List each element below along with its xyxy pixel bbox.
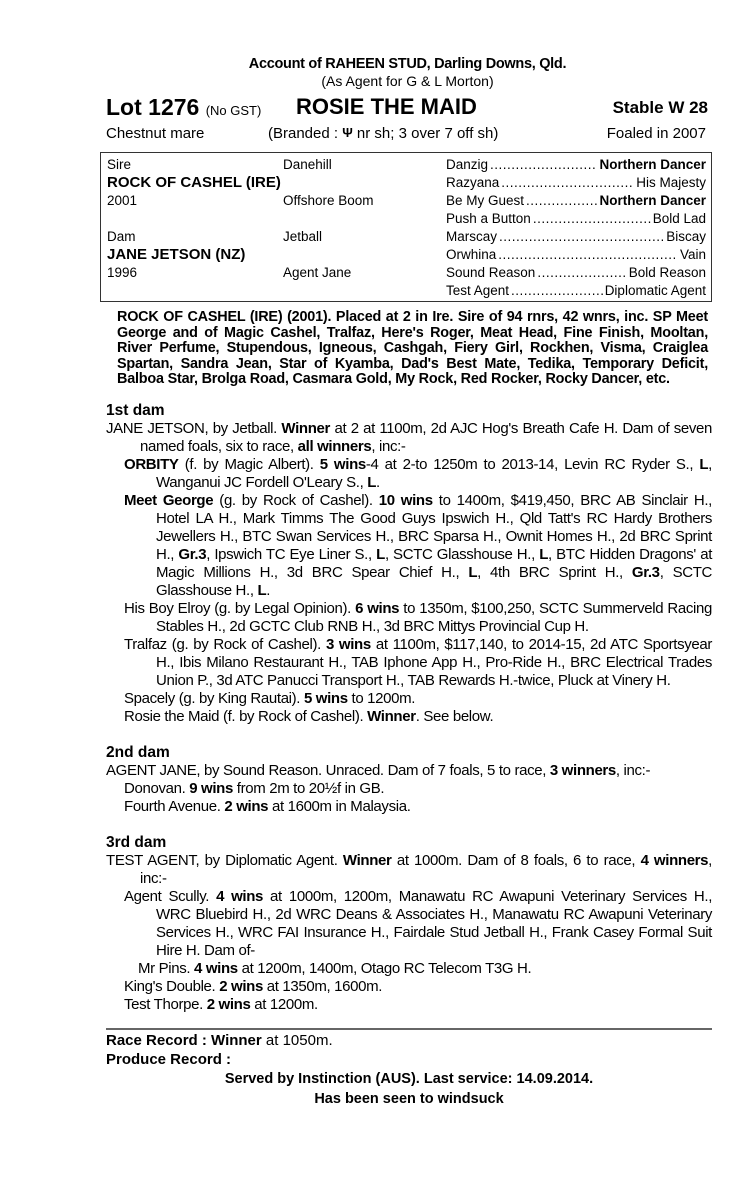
grandparent-name: Push a Button	[446, 211, 531, 226]
text: to 1400m, $419,450, BRC AB Sinclair H., Hotel LA H., Mark Timms The Good Guys Ipswich H., Qld Tatt's RC Hardy Brothers Jewellers H., BTC Swan Services H., BRC Sparsa H., Ownit Homes H., 2d BRC Sprint H.,	[156, 491, 712, 563]
second-dam-section	[106, 744, 712, 816]
text: at 1000m, 1200m, Manawatu RC Awapuni Veterinary Services H., WRC Bluebird H., 2d WRC Deans & Associates H., Manawatu RC Awapuni Veterinary Services H., WRC FAI Insurance H., Fairdale Stud Jetball H., Frank Casey Formal Suit Hire H. Dam of-	[156, 887, 713, 959]
text: Fourth Avenue.	[124, 797, 225, 815]
pedigree-entry	[106, 960, 712, 978]
bold-text: 10 wins	[378, 491, 433, 509]
text: King's Double.	[124, 977, 220, 995]
pedigree-entry	[106, 420, 712, 456]
text: at 1200m, 1400m, Otago RC Telecom T3G H.	[237, 959, 532, 977]
horse-description: Chestnut mare	[106, 125, 205, 142]
bold-text: ORBITY	[124, 455, 179, 473]
pedigree-entry	[106, 852, 712, 888]
section-title: 2nd dam	[106, 743, 170, 761]
dam-name: JANE JETSON (NZ)	[107, 246, 246, 263]
lot-label: Lot 1276	[106, 94, 200, 120]
bold-text: Winner	[281, 419, 331, 437]
horse-name: ROSIE THE MAID	[296, 94, 477, 119]
brand-icon: Ψ	[342, 125, 353, 140]
text: to 1350m, $100,250, SCTC Summerveld Racing Stables H., 2d GCTC Club RNB H., 3d BRC Mittys Provincial Cup H.	[156, 599, 712, 635]
grandparent-sire: Bold Reason	[628, 265, 706, 280]
text: Donovan.	[124, 779, 190, 797]
vendor-agent: (As Agent for G & L Morton)	[321, 73, 494, 89]
text: His Boy Elroy (g. by Legal Opinion).	[124, 599, 356, 617]
sire-label: Sire	[107, 157, 132, 172]
text: at 1000m. Dam of 8 foals, 6 to race,	[391, 851, 641, 869]
windsuck-note: Has been seen to windsuck	[314, 1090, 504, 1107]
sire-name: ROCK OF CASHEL (IRE)	[107, 174, 281, 191]
dam-sire: Jetball	[283, 229, 323, 244]
dam-label: Dam	[107, 229, 136, 244]
text: JANE JETSON, by Jetball.	[106, 419, 282, 437]
text: Rosie the Maid (f. by Rock of Cashel).	[124, 707, 368, 725]
bold-text: 4 wins	[216, 887, 264, 905]
branded-suffix: nr sh; 3 over 7 off sh)	[352, 125, 499, 142]
text: Mr Pins.	[138, 959, 195, 977]
foaled-year: Foaled in 2007	[606, 125, 706, 142]
produce-record-label: Produce Record :	[106, 1050, 232, 1068]
bold-text: 2 wins	[206, 995, 251, 1013]
grandparent-name: Danzig	[446, 157, 489, 172]
grandparent-sire: Vain	[679, 247, 706, 262]
text: , Wanganui JC Fordell O'Leary S.,	[156, 455, 712, 491]
leader-dots	[526, 192, 597, 210]
grandparent-name: Orwhina	[446, 247, 497, 262]
text: Tralfaz (g. by Rock of Cashel).	[124, 635, 326, 653]
pedigree-entry	[106, 636, 712, 690]
bold-text: Gr.3	[631, 563, 660, 581]
text: at 1350m, 1600m.	[262, 977, 383, 995]
bold-text: Meet George	[124, 491, 214, 509]
bold-text: 2 wins	[224, 797, 269, 815]
grandparent-name: Sound Reason	[446, 265, 536, 280]
pedigree-entry	[106, 780, 712, 798]
pedigree-entry	[106, 600, 712, 636]
text: , inc:-	[140, 851, 712, 887]
text: , SCTC Glasshouse H.,	[156, 563, 712, 599]
pedigree-entry	[106, 888, 712, 960]
grandparent-row	[446, 264, 706, 282]
text: , SCTC Glasshouse H.,	[384, 545, 540, 563]
bold-text: L	[367, 473, 377, 491]
leader-dots	[537, 264, 626, 282]
grandparent-row	[446, 156, 706, 174]
grandparent-row	[446, 246, 706, 264]
dam-year: 1996	[107, 265, 138, 280]
divider	[106, 1028, 712, 1030]
text: (g. by Rock of Cashel).	[213, 491, 379, 509]
leader-dots	[499, 228, 664, 246]
grandparent-sire: Northern Dancer	[599, 157, 706, 172]
grandparent-sire: His Majesty	[636, 175, 706, 190]
text: .	[266, 581, 271, 599]
sire-year: 2001	[107, 193, 138, 208]
text: at 1600m in Malaysia.	[268, 797, 411, 815]
bold-text: Gr.3	[178, 545, 207, 563]
bold-text: Winner	[367, 707, 416, 725]
text: , Ipswich TC Eye Liner S.,	[206, 545, 377, 563]
grandparent-sire: Northern Dancer	[599, 193, 706, 208]
text: to 1200m.	[347, 689, 416, 707]
text: at 1100m, $117,140, to 2014-15, 2d ATC Sportsyear H., Ibis Milano Restaurant H., TAB Iphone App H., Pro-Ride H., BRC Electrical Trades Union P., 3d ATC Panucci Transport H., TAB Rewards H.-twice, Pluck at Vinery H.	[156, 635, 713, 689]
grandparent-row	[446, 210, 706, 228]
pedigree-entry	[106, 996, 712, 1014]
bold-text: 4 winners	[640, 851, 709, 869]
bold-text: 2 wins	[219, 977, 263, 995]
pedigree-entry	[106, 456, 712, 492]
grandparent-sire: Bold Lad	[652, 211, 706, 226]
branded-prefix: (Branded :	[268, 125, 343, 142]
pedigree-entry	[106, 708, 712, 726]
pedigree-entry	[106, 762, 712, 780]
race-record	[106, 1032, 712, 1049]
bold-text: 5 wins	[303, 689, 348, 707]
pedigree-entry	[106, 798, 712, 816]
bold-text: 9 wins	[189, 779, 233, 797]
text: TEST AGENT, by Diplomatic Agent.	[106, 851, 343, 869]
dam-dam: Agent Jane	[283, 265, 352, 280]
pedigree-entry	[106, 492, 712, 600]
grandparent-sire: Biscay	[666, 229, 706, 244]
first-dam-section	[106, 402, 712, 726]
bold-text: 5 wins	[319, 455, 366, 473]
grandparent-row	[446, 174, 706, 192]
leader-dots	[533, 210, 651, 228]
grandparent-sire: Diplomatic Agent	[604, 283, 706, 298]
sire-dam: Offshore Boom	[283, 193, 374, 208]
text: . See below.	[415, 707, 494, 725]
bold-text: L	[539, 545, 549, 563]
third-dam-section	[106, 834, 712, 1014]
bold-text: all winners	[297, 437, 372, 455]
text: -4 at 2-to 1250m to 2013-14, Levin RC Ryder S.,	[365, 455, 700, 473]
lot-header	[106, 94, 708, 122]
vendor-account: Account of RAHEEN STUD, Darling Downs, Qld.	[248, 56, 567, 72]
pedigree-entry	[106, 690, 712, 708]
text: , inc:-	[371, 437, 406, 455]
section-title: 3rd dam	[106, 833, 167, 851]
pedigree-table	[100, 152, 712, 302]
sire-summary: ROCK OF CASHEL (IRE) (2001). Placed at 2 in Ire. Sire of 94 rnrs, 42 wnrs, inc. SP Meet George and of Magic Cashel, Tralfaz, Here's Roger, Meat Head, Fine Finish, Mooltan, River Perfume, Stupendous, Igneous, Cashgah, Fiery Girl, Rockhen, Visma, Craiglea Spartan, Sandra Jean, Star of Kyamba, Dad's Best Mate, Tedika, Temporary Deficit, Balboa Star, Brolga Road, Casmara Gold, My Rock, Red Rocker, Rocky Dancer, etc.	[117, 309, 708, 388]
text: Agent Scully.	[124, 887, 217, 905]
bold-text: L	[468, 563, 478, 581]
leader-dots	[490, 156, 597, 174]
text: (f. by Magic Albert).	[178, 455, 320, 473]
text: from 2m to 20½f in GB.	[232, 779, 385, 797]
pedigree-entry	[106, 978, 712, 996]
grandparent-row	[446, 192, 706, 210]
leader-dots	[501, 174, 634, 192]
brand-info	[268, 125, 498, 142]
horse-details	[106, 125, 706, 145]
stable-location: Stable W 28	[612, 98, 708, 117]
text: AGENT JANE, by Sound Reason. Unraced. Dam of 7 foals, 5 to race,	[106, 761, 550, 779]
leader-dots	[511, 282, 603, 300]
grandparent-name: Razyana	[446, 175, 500, 190]
grandparent-name: Be My Guest	[446, 193, 525, 208]
catalogue-body	[106, 310, 712, 1108]
text: , BTC Hidden Dragons' at Magic Millions H., 3d BRC Spear Chief H.,	[156, 545, 713, 581]
grandparent-name: Marscay	[446, 229, 498, 244]
grandparent-name: Test Agent	[446, 283, 510, 298]
bold-text: L	[699, 455, 709, 473]
produce-record	[106, 1051, 712, 1068]
vendor-header	[0, 56, 750, 90]
text: at 1200m.	[250, 995, 318, 1013]
text: , inc:-	[615, 761, 651, 779]
bold-text: 3 wins	[325, 635, 371, 653]
bold-text: 3 winners	[549, 761, 616, 779]
race-record-label: Race Record : Winner	[106, 1031, 262, 1049]
section-title: 1st dam	[106, 401, 165, 419]
text: at 2 at 1100m, 2d AJC Hog's Breath Cafe H. Dam of seven named foals, six to race,	[140, 419, 712, 455]
service-note: Served by Instinction (AUS). Last service: 14.09.2014.	[224, 1070, 594, 1087]
bold-text: Winner	[342, 851, 392, 869]
bold-text: L	[376, 545, 385, 563]
text: Spacely (g. by King Rautai).	[124, 689, 304, 707]
text: , 4th BRC Sprint H.,	[477, 563, 632, 581]
text: .	[376, 473, 380, 491]
lot-number	[106, 94, 261, 121]
bold-text: L	[257, 581, 267, 599]
race-record-value: at 1050m.	[261, 1031, 333, 1049]
bold-text: 4 wins	[194, 959, 238, 977]
text: Test Thorpe.	[124, 995, 207, 1013]
gst-note: (No GST)	[205, 103, 262, 118]
leader-dots	[498, 246, 678, 264]
bold-text: 6 wins	[355, 599, 400, 617]
grandparent-row	[446, 282, 706, 300]
sire-sire: Danehill	[283, 157, 332, 172]
grandparent-row	[446, 228, 706, 246]
